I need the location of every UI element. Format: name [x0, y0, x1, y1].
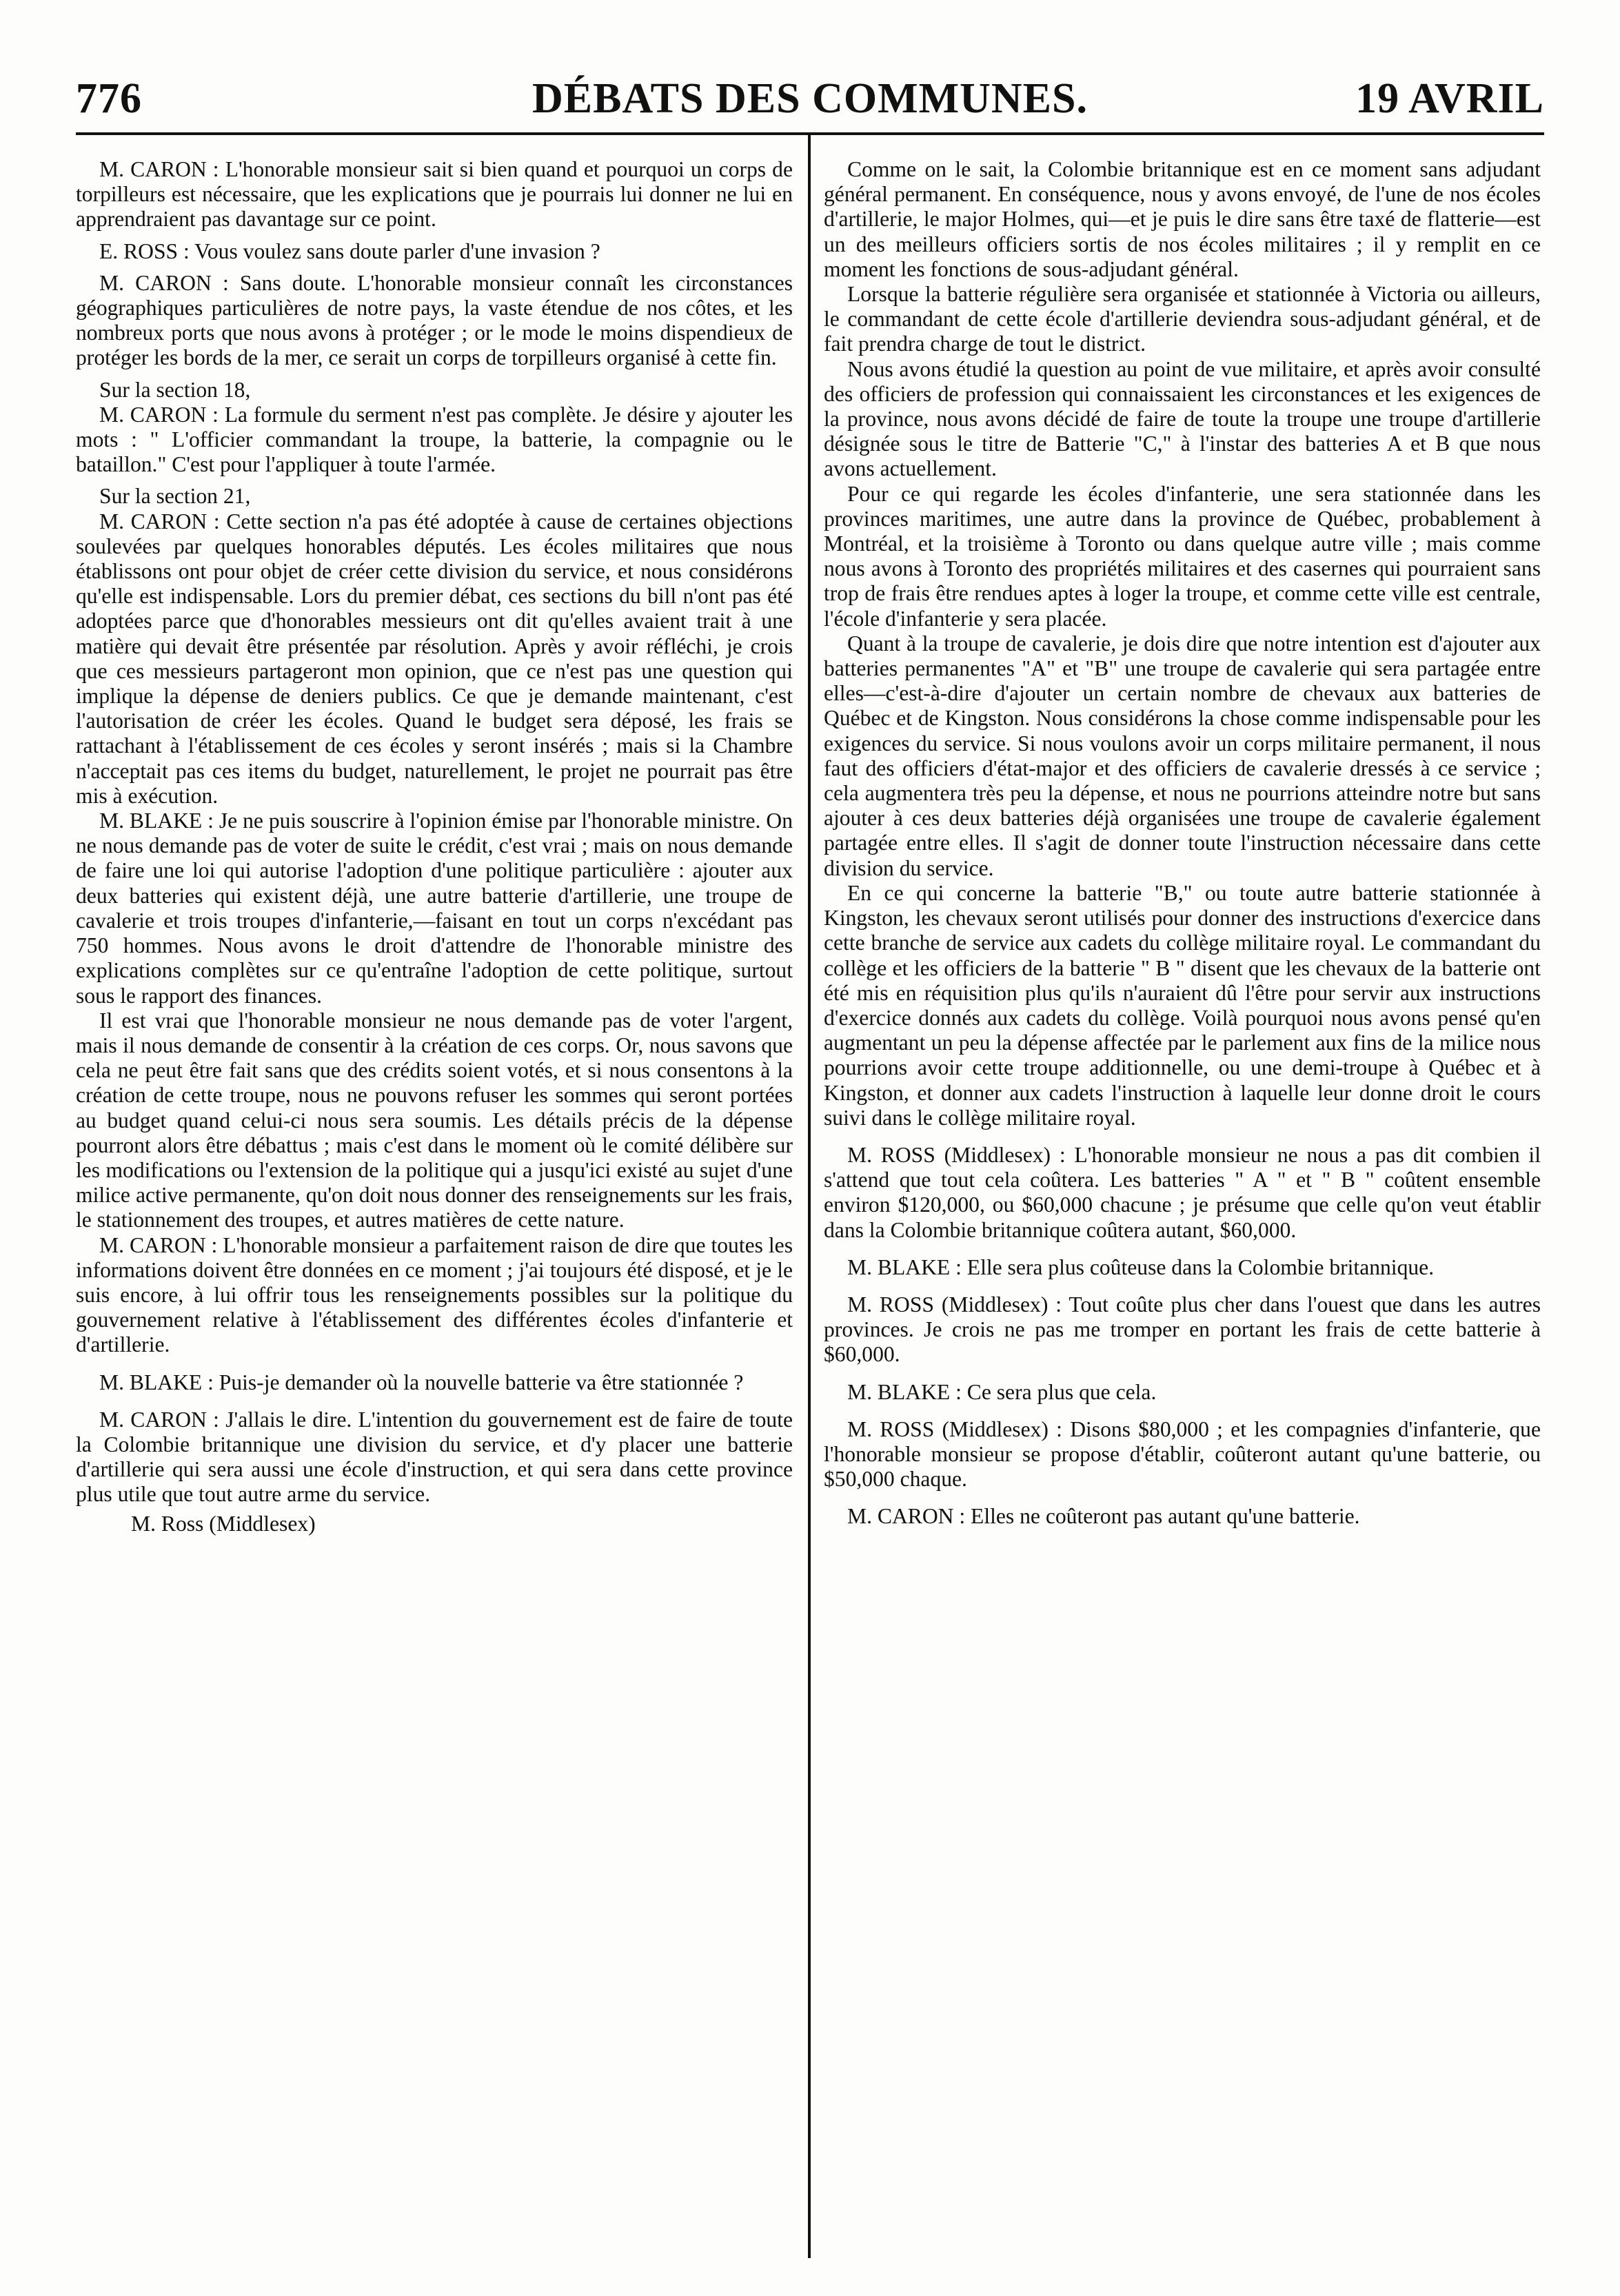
- paragraph: M. CARON : J'allais le dire. L'intention du gouvernement est de faire de toute la Colombie britannique une division du service, et d'y placer une batterie d'artillerie qui sera aussi une école d'instruction, et qui sera dans cette province plus utile que tout autre arme du service.: [76, 1407, 793, 1507]
- page-number: 776: [76, 75, 142, 122]
- paragraph: Lorsque la batterie régulière sera organisée et stationnée à Victoria ou ailleurs, le commandant de cette école d'artillerie deviendra sous-adjudant général, et de fait prendra charge de tout le district.: [824, 282, 1541, 356]
- page-header: [76, 74, 1544, 130]
- paragraph: M. CARON : L'honorable monsieur sait si bien quand et pourquoi un corps de torpilleurs est nécessaire, que les explications que je pourrais lui donner ne lui en apprendraient pas davantage sur ce point.: [76, 157, 793, 232]
- paragraph: M. ROSS (Middlesex) : L'honorable monsieur ne nous a pas dit combien il s'attend que tout cela coûtera. Les batteries " A " et " B " coûtent ensemble environ $120,000, ou $60,000 chacune ; je présume que celle qu'on veut établir dans la Colombie britannique coûtera autant, $60,000.: [824, 1142, 1541, 1242]
- paragraph: Comme on le sait, la Colombie britannique est en ce moment sans adjudant général permanent. En conséquence, nous y avons envoyé, de l'une de nos écoles d'artillerie, le major Holmes, qui—et je puis le dire sans être taxé de flatterie—est un des meilleurs officiers sortis de nos écoles militaires ; il y remplit en ce moment les fonctions de sous-adjudant général.: [824, 157, 1541, 281]
- paragraph: M. CARON : Sans doute. L'honorable monsieur connaît les circonstances géographiques particulières de notre pays, la vaste étendue de nos côtes, et les nombreux ports que nous avons à protéger ; or le mode le moins dispendieux de protéger les bords de la mer, ce serait un corps de torpilleurs organisé à cette fin.: [76, 270, 793, 370]
- paragraph: M. CARON : Cette section n'a pas été adoptée à cause de certaines objections soulevées par quelques honorables députés. Les écoles militaires que nous établissons ont pour objet de créer cette division du service, et nous considérons qu'elle est indispensable. Lors du premier débat, ces sections du bill n'ont pas été adoptées parce que d'honorables messieurs ont dit qu'elles avaient trait à une matière qui devait être présentée par résolution. Après y avoir réfléchi, je crois que ces messieurs partageront mon opinion, que ce n'est pas une question qui implique la dépense de deniers publics. Ce que je demande maintenant, c'est l'autorisation de créer les écoles. Quand le budget sera déposé, les frais se rattachant à l'établissement de ces écoles y seront insérés ; mais si la Chambre n'acceptait pas ces items du budget, naturellement, le projet ne pourrait pas être mis à exécution.: [76, 509, 793, 808]
- left-column: [76, 157, 793, 1536]
- paragraph: M. BLAKE : Puis-je demander où la nouvelle batterie va être stationnée ?: [99, 1370, 744, 1394]
- right-column: [824, 157, 1541, 1530]
- paragraph: M. CARON : L'honorable monsieur a parfaitement raison de dire que toutes les informations doivent être données en ce moment ; j'ai toujours été disposé, et je le suis encore, à lui offrir tous les renseignements possibles sur la politique du gouvernement relative à l'établissement des différentes écoles d'infanterie et d'artillerie.: [76, 1232, 793, 1357]
- paragraph: Quant à la troupe de cavalerie, je dois dire que notre intention est d'ajouter aux batteries permanentes "A" et "B" une troupe de cavalerie qui sera partagée entre elles—c'est-à-dire d'ajouter un certain nombre de chevaux aux batteries de Québec et de Kingston. Nous considérons la chose comme indispensable pour les exigences du service. Si nous voulons avoir un corps militaire permanent, il nous faut des officiers d'état-major et des officiers de cavalerie dressés à ce service ; cela augmentera très peu la dépense, et nous ne pourrions atteindre notre but sans ajouter à ces deux batteries déjà organisées une troupe de cavalerie également partagée entre elles. Il s'agit de donner toute l'instruction nécessaire dans cette division du service.: [824, 631, 1541, 880]
- paragraph: M. CARON : Elles ne coûteront pas autant qu'une batterie.: [847, 1504, 1360, 1529]
- paragraph: M. BLAKE : Je ne puis souscrire à l'opinion émise par l'honorable ministre. On ne nous demande pas de voter de suite le crédit, c'est vrai ; mais on nous demande de faire une loi qui autorise l'adoption d'une politique particulière : ajouter aux deux batteries qui existent déjà, une autre batterie d'artillerie, une troupe de cavalerie et trois troupes d'infanterie,—faisant en tout un corps n'excédant pas 750 hommes. Nous avons le droit d'attendre de l'honorable ministre des explications complètes sur ce qu'entraîne l'adoption de cette politique, surtout sous le rapport des finances.: [76, 809, 793, 1008]
- paragraph: M. ROSS (Middlesex) : Disons $80,000 ; et les compagnies d'infanterie, que l'honorable monsieur se propose d'établir, coûteront autant qu'une batterie, ou $50,000 chaque.: [824, 1416, 1541, 1492]
- session-date: 19 AVRIL: [1355, 75, 1544, 122]
- paragraph: Il est vrai que l'honorable monsieur ne nous demande pas de voter l'argent, mais il nous demande de consentir à la création de ces corps. Or, nous savons que cela ne peut être fait sans que des crédits soient votés, et si nous consentons à la création de cette troupe, nous ne pouvons refuser les sommes qui seront portées au budget quand celui-ci nous sera soumis. Les détails précis de la dépense pourront alors être débattus ; mais c'est dans le moment où le comité délibère sur les modifications ou l'extension de la politique qui a jusqu'ici existé au sujet d'une milice active permanente, qu'on doit nous donner des renseignements sur les frais, le stationnement des troupes, et autres matières de cette nature.: [76, 1008, 793, 1232]
- column-divider: [808, 135, 811, 2258]
- paragraph: Pour ce qui regarde les écoles d'infanterie, une sera stationnée dans les provinces maritimes, une autre dans la province de Québec, probablement à Montréal, et la troisième à Toronto ou dans quelque autre ville ; mais comme nous avons à Toronto des propriétés militaires et des casernes qui pourraient sans trop de frais être rendues aptes à loger la troupe, et comme cette ville est centrale, l'école d'infanterie y sera placée.: [824, 481, 1541, 631]
- paragraph: M. BLAKE : Elle sera plus coûteuse dans la Colombie britannique.: [847, 1254, 1435, 1279]
- paragraph: E. ROSS : Vous voulez sans doute parler d'une invasion ?: [99, 238, 600, 263]
- paragraph: En ce qui concerne la batterie "B," ou toute autre batterie stationnée à Kingston, les chevaux seront utilisés pour donner des instructions d'exercice dans cette branche de service aux cadets du collège militaire royal. Le commandant du collège et les officiers de la batterie " B " disent que les chevaux de la batterie ont été mis en réquisition plus qu'ils n'auraient dû l'être pour servir aux instructions d'exercice donnés aux cadets du collège. Voilà pourquoi nous avons pensé qu'en augmentant un peu la dépense affectée par le parlement aux fins de la milice nous pourrions avoir cette troupe additionnelle, ou une demi-troupe à Québec et à Kingston, et donner aux cadets l'instruction à laquelle leur donne droit le cours suivi dans le collège militaire royal.: [824, 880, 1541, 1130]
- paragraph: M. CARON : La formule du serment n'est pas complète. Je désire y ajouter les mots : " L'officier commandant la troupe, la batterie, la compagnie ou le bataillon." C'est pour l'appliquer à toute l'armée.: [76, 402, 793, 477]
- paragraph: Nous avons étudié la question au point de vue militaire, et après avoir consulté des officiers de profession qui connaissaient les circonstances et les exigences de la province, nous avons décidé de faire de toute la troupe une troupe d'artillerie désignée sous le titre de Batterie "C," à l'instar des batteries A et B que nous avons actuellement.: [824, 356, 1541, 481]
- paragraph: M. ROSS (Middlesex) : Tout coûte plus cher dans l'ouest que dans les autres provinces. Je crois ne pas me tromper en portant les frais de cette batterie à $60,000.: [824, 1292, 1541, 1367]
- publication-title: DÉBATS DES COMMUNES.: [531, 75, 1089, 122]
- section-heading: Sur la section 18,: [99, 377, 251, 402]
- paragraph: M. BLAKE : Ce sera plus que cela.: [847, 1379, 1157, 1404]
- speaker-signoff: M. Ross (Middlesex): [131, 1511, 316, 1536]
- section-heading: Sur la section 21,: [99, 484, 251, 509]
